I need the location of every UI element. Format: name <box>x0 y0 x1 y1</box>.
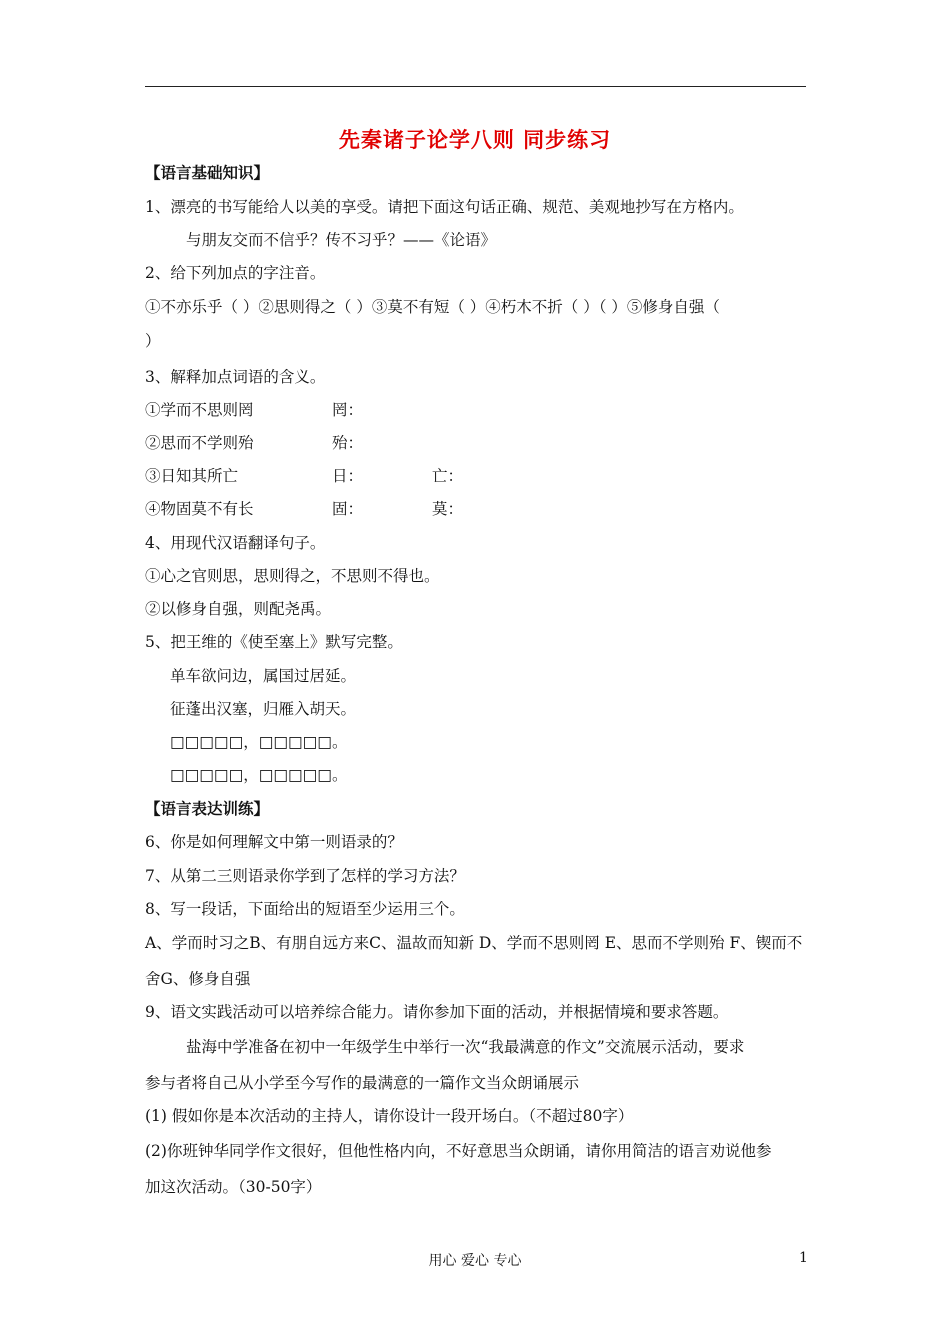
row-term-b: 莫： <box>432 500 464 518</box>
row-phrase: ③日知其所亡 <box>145 467 239 485</box>
question-3-row <box>145 433 745 453</box>
question-3-row <box>145 499 745 519</box>
question-5: 5、把王维的《使至塞上》默写完整。 <box>145 633 403 651</box>
question-9-sub-1: (1) 假如你是本次活动的主持人，请你设计一段开场白。（不超过80字） <box>145 1107 634 1125</box>
question-4: 4、用现代汉语翻译句子。 <box>145 534 326 552</box>
page-number: 1 <box>799 1250 808 1266</box>
footer-motto: 用心 爱心 专心 <box>428 1253 522 1269</box>
question-9: 9、语文实践活动可以培养综合能力。请你参加下面的活动，并根据情境和要求答题。 <box>145 1003 729 1021</box>
row-phrase: ④物固莫不有长 <box>145 500 254 518</box>
question-9-context: 盐海中学准备在初中一年级学生中举行一次“我最满意的作文”交流展示活动，要求 <box>186 1038 745 1056</box>
question-3-row <box>145 466 745 486</box>
question-3: 3、解释加点词语的含义。 <box>145 368 326 386</box>
question-6: 6、你是如何理解文中第一则语录的？ <box>145 833 403 851</box>
question-9-sub-2: (2)你班钟华同学作文很好，但他性格内向，不好意思当众朗诵，请你用简洁的语言劝说他参 <box>145 1142 772 1160</box>
row-term-a: 日： <box>332 467 364 485</box>
poem-blank-line: □□□□□，□□□□□。 <box>170 733 348 751</box>
question-1-quote: 与朋友交而不信乎？传不习乎？——《论语》 <box>186 231 497 249</box>
section-basics: 【语言基础知识】 <box>145 163 270 182</box>
page-title: 先秦诸子论学八则 同步练习 <box>338 128 612 152</box>
header-rule <box>145 86 806 87</box>
question-8-options-cont: 舍G、修身自强 <box>145 970 251 988</box>
row-term-a: 殆： <box>332 434 364 452</box>
row-term-b: 亡： <box>432 467 464 485</box>
question-3-row <box>145 400 745 420</box>
question-2-items-cont: ） <box>145 332 161 350</box>
question-8-options: A、学而时习之B、有朋自远方来C、温故而知新 D、学而不思则罔 E、思而不学则殆 F、锲而不 <box>145 934 803 952</box>
question-4-sentence-1: ①心之官则思，思则得之，不思则不得也。 <box>145 567 440 585</box>
question-7: 7、从第二三则语录你学到了怎样的学习方法？ <box>145 867 465 885</box>
row-phrase: ①学而不思则罔 <box>145 401 254 419</box>
question-9-sub-2-cont: 加这次活动。（30-50字） <box>145 1178 322 1196</box>
question-4-sentence-2: ②以修身自强，则配尧禹。 <box>145 600 332 618</box>
poem-blank-line: □□□□□，□□□□□。 <box>170 766 348 784</box>
row-term-a: 固： <box>332 500 364 518</box>
question-2: 2、给下列加点的字注音。 <box>145 264 326 282</box>
poem-line: 单车欲问边，属国过居延。 <box>170 667 357 685</box>
question-9-context-cont: 参与者将自己从小学至今写作的最满意的一篇作文当众朗诵展示 <box>145 1074 580 1092</box>
poem-line: 征蓬出汉塞，归雁入胡天。 <box>170 700 357 718</box>
question-1: 1、漂亮的书写能给人以美的享受。请把下面这句话正确、规范、美观地抄写在方格内。 <box>145 198 744 216</box>
question-8: 8、写一段话，下面给出的短语至少运用三个。 <box>145 900 465 918</box>
row-phrase: ②思而不学则殆 <box>145 434 254 452</box>
row-term-a: 罔： <box>332 401 364 419</box>
section-expression: 【语言表达训练】 <box>145 799 270 818</box>
question-2-items: ①不亦乐乎（ ）②思则得之（ ）③莫不有短（ ）④朽木不折（ ）（ ）⑤修身自强（ <box>145 298 720 316</box>
